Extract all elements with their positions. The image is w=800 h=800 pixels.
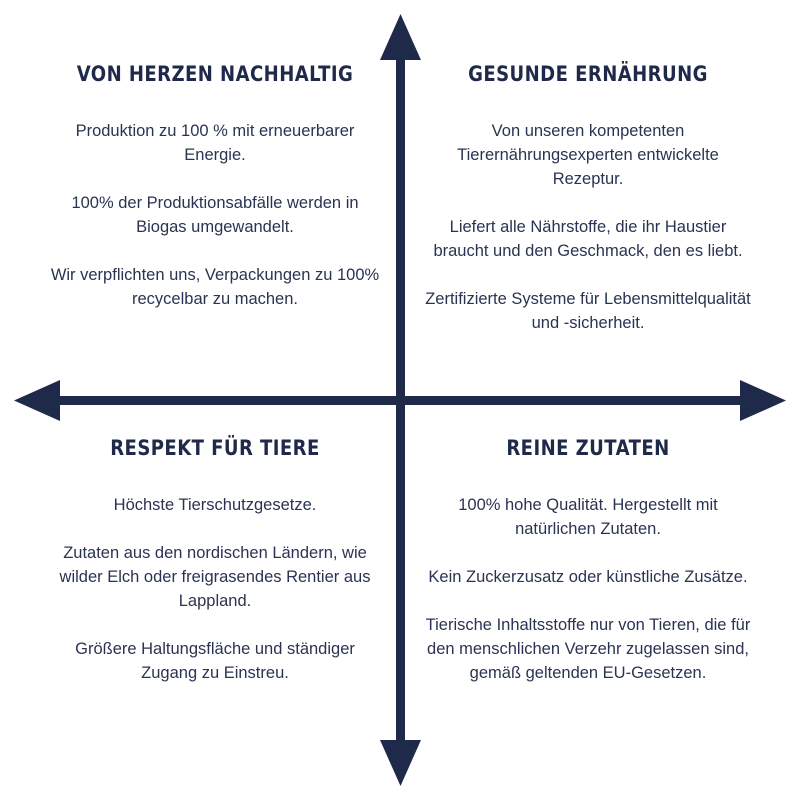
quadrant-title: RESPEKT FÜR TIERE	[110, 436, 320, 460]
quadrant-text: Von unseren kompetenten Tierernährungsexperten entwickelte Rezeptur.	[457, 122, 719, 188]
horizontal-axis-line	[50, 396, 750, 405]
quadrant-title: REINE ZUTATEN	[506, 436, 670, 460]
quadrant-animal-welfare	[50, 436, 380, 709]
quadrant-text: 100% hohe Qualität. Hergestellt mit natürlichen Zutaten.	[458, 496, 718, 538]
quadrant-text: Liefert alle Nährstoffe, die ihr Haustier braucht und den Geschmack, den es liebt.	[433, 218, 743, 260]
quadrant-title: VON HERZEN NACHHALTIG	[76, 62, 354, 86]
quadrant-text: Zertifizierte Systeme für Lebensmittelqualität und -sicherheit.	[425, 290, 751, 332]
quadrant-sustainability	[50, 62, 380, 335]
quadrant-text: Wir verpflichten uns, Verpackungen zu 100% recycelbar zu machen.	[50, 266, 380, 308]
quadrant-text: 100% der Produktionsabfälle werden in Biogas umgewandelt.	[71, 194, 359, 236]
quadrant-text: Größere Haltungsfläche und ständiger Zugang zu Einstreu.	[75, 640, 355, 682]
quadrant-text: Höchste Tierschutzgesetze.	[113, 496, 317, 514]
arrow-left-icon	[14, 380, 60, 421]
quadrant-text: Tierische Inhaltsstoffe nur von Tieren, die für den menschlichen Verzehr zugelassen sind, gemäß geltenden EU-Gesetzen.	[425, 616, 751, 682]
quadrant-title: GESUNDE ERNÄHRUNG	[468, 62, 708, 86]
quadrant-text: Kein Zuckerzusatz oder künstliche Zusätze.	[428, 568, 748, 586]
arrow-down-icon	[380, 740, 421, 786]
quadrant-text: Zutaten aus den nordischen Ländern, wie wilder Elch oder freigrasendes Rentier aus Lappland.	[59, 544, 371, 610]
quadrant-nutrition	[423, 62, 753, 359]
arrow-right-icon	[740, 380, 786, 421]
arrow-up-icon	[380, 14, 421, 60]
quadrant-text: Produktion zu 100 % mit erneuerbarer Energie.	[75, 122, 355, 164]
quadrant-pure-ingredients	[423, 436, 753, 709]
